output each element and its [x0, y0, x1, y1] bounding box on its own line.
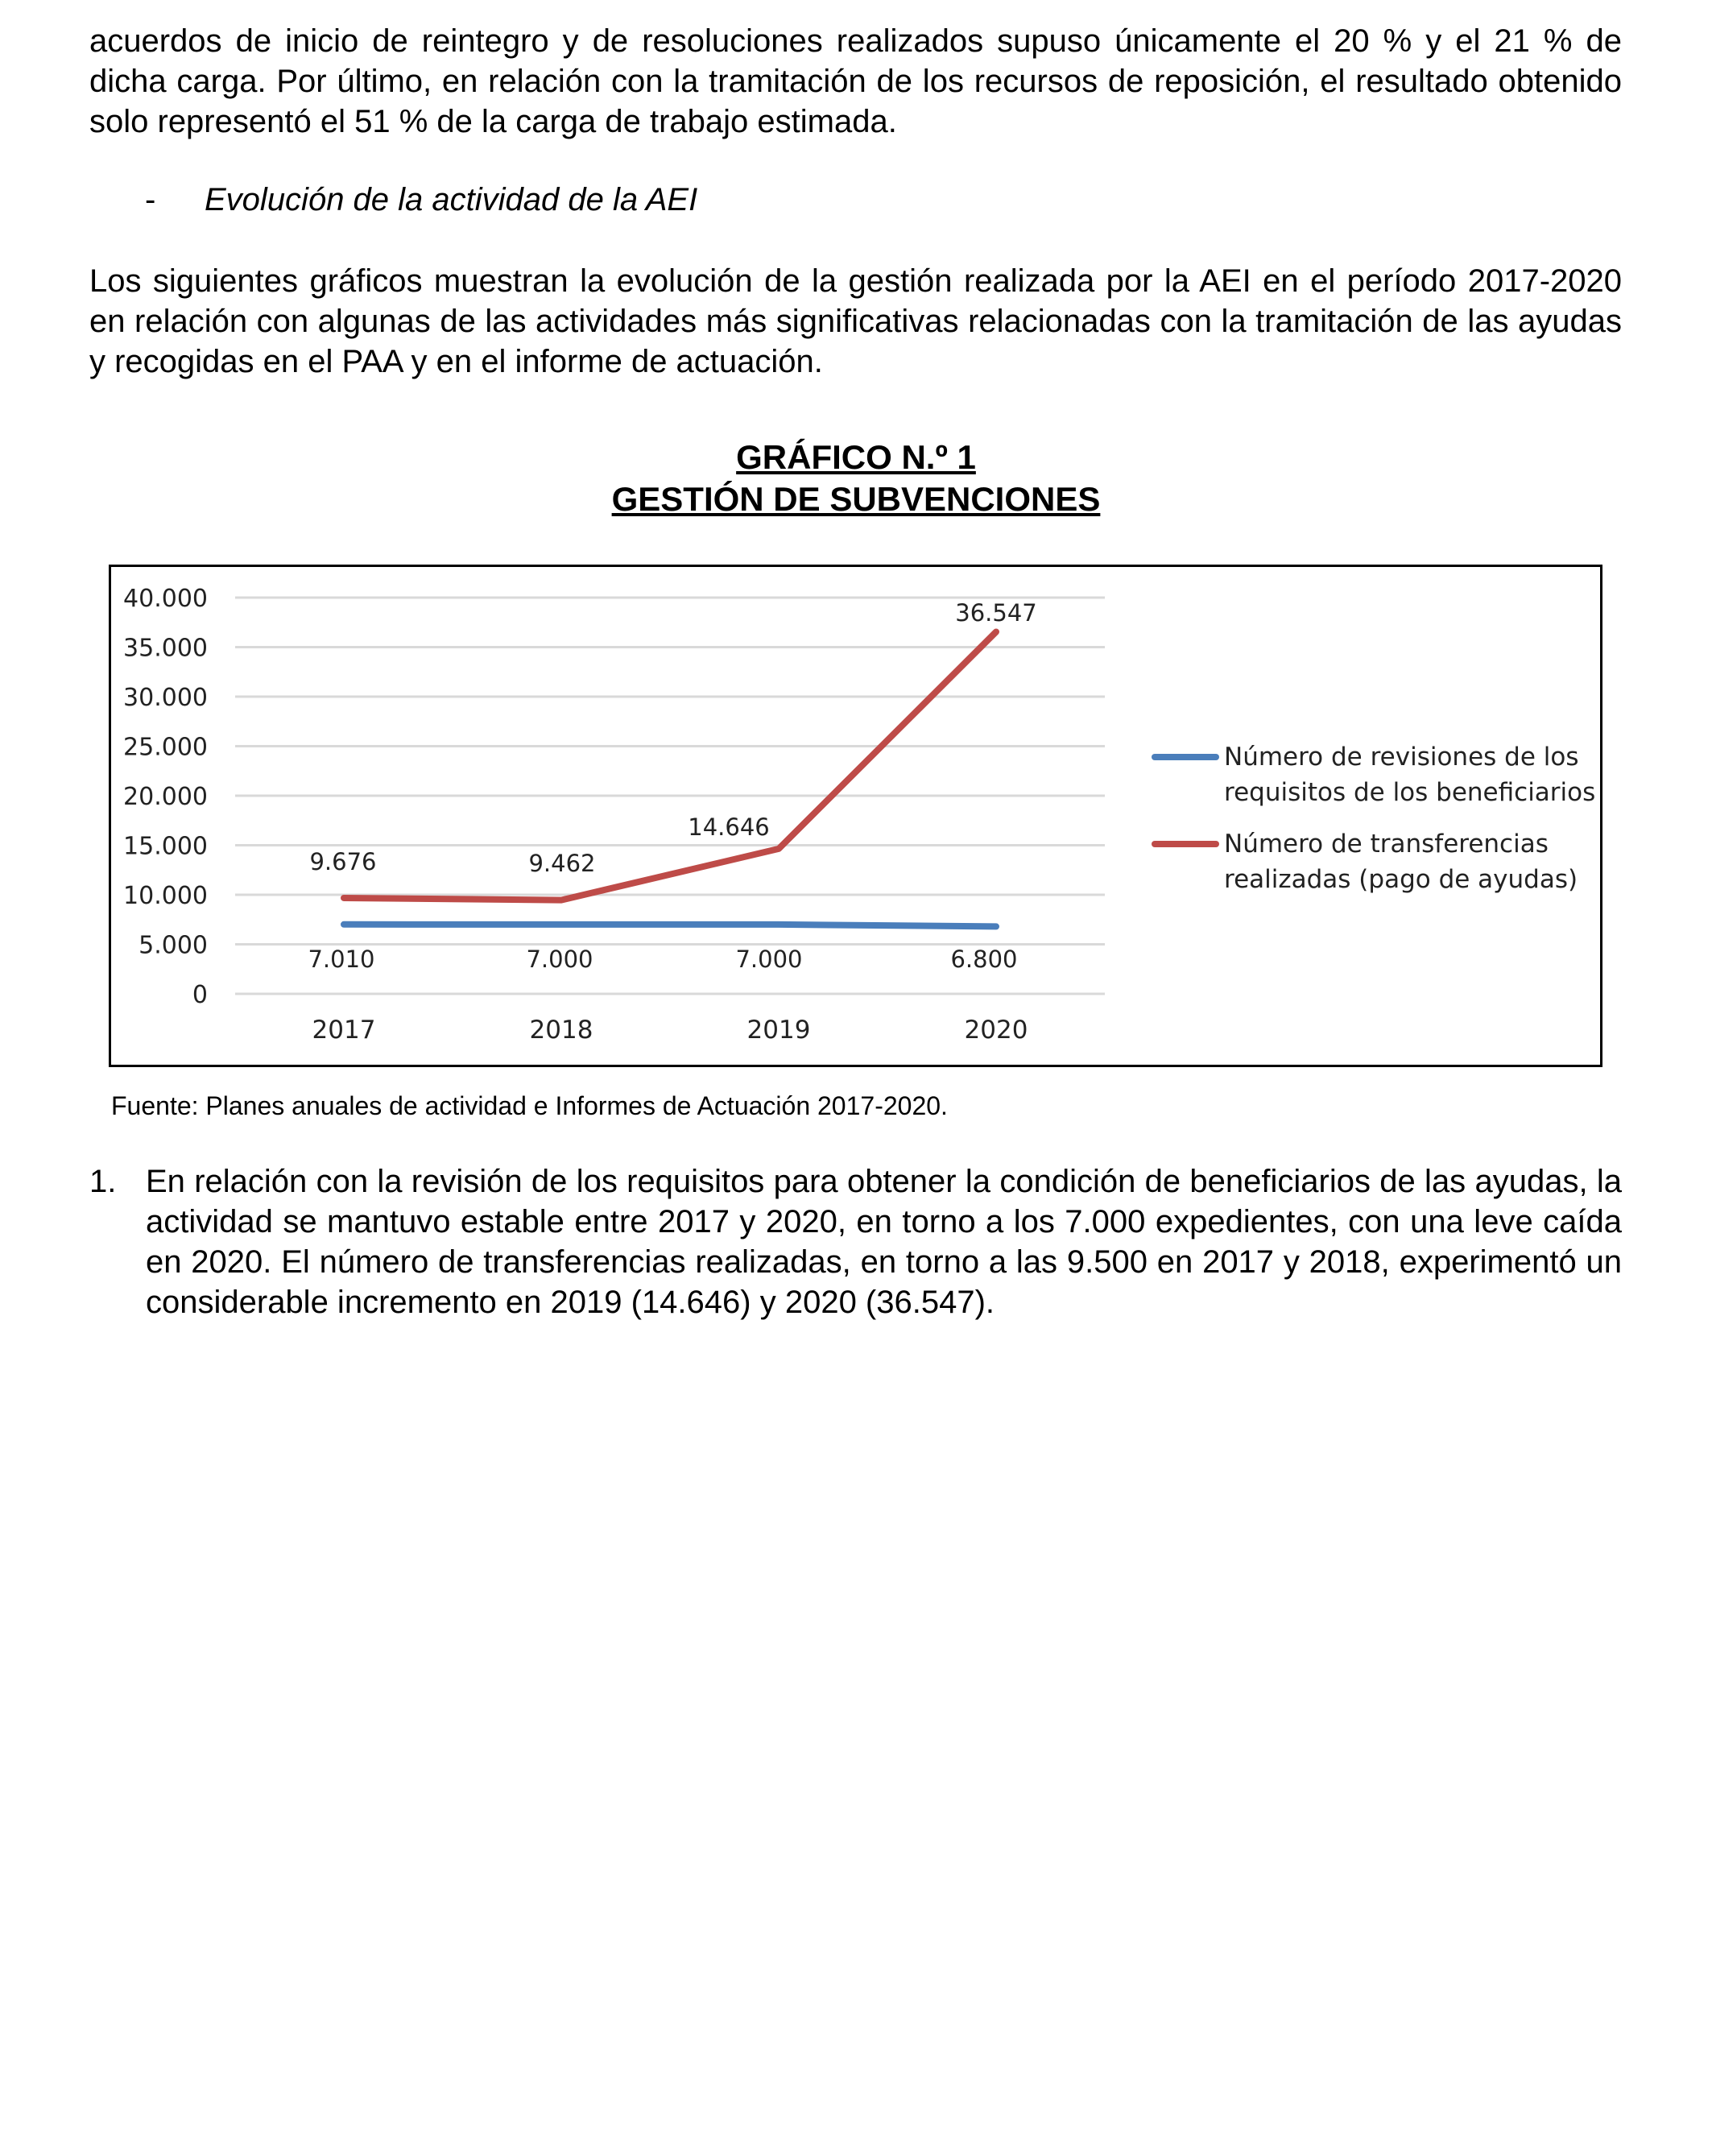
data-label: 14.646: [688, 813, 770, 841]
data-label: 7.000: [526, 946, 593, 973]
data-label: 6.800: [950, 946, 1018, 973]
legend-swatch-transferencias: [1152, 841, 1219, 847]
y-tick-label: 10.000: [123, 882, 208, 910]
data-label: 9.676: [309, 848, 377, 875]
x-tick-label: 2019: [746, 1016, 811, 1045]
y-tick-label: 5.000: [139, 931, 208, 960]
chart-source: Fuente: Planes anuales de actividad e Informes de Actuación 2017-2020.: [111, 1091, 948, 1120]
y-tick-label: 20.000: [123, 783, 208, 811]
legend-label-transferencias: Número de transferencias realizadas (pago de ayudas): [1224, 830, 1578, 894]
x-tick-label: 2017: [312, 1016, 376, 1045]
subheading-dash: -: [145, 182, 156, 217]
x-tick-label: 2018: [529, 1016, 593, 1045]
data-label: 7.000: [735, 946, 803, 973]
data-label: 7.010: [308, 946, 375, 973]
series-line-transferencias: [344, 632, 996, 900]
paragraph-charts-intro: Los siguientes gráficos muestran la evolución de la gestión realizada por la AEI en el período 2017-2020 en relación con algunas de las actividades más significativas relacionadas con la tramitación de las ayudas y recogidas en el PAA y en el informe de actuación.: [89, 263, 1622, 379]
list-item-number: 1.: [89, 1164, 117, 1199]
legend-swatch-revisiones: [1152, 754, 1219, 760]
chart-legend: [1152, 739, 1602, 913]
y-tick-label: 0: [192, 981, 208, 1009]
y-tick-label: 25.000: [123, 733, 208, 762]
numbered-list: [89, 1161, 1622, 1322]
subheading-text: Evolución de la actividad de la AEI: [205, 182, 698, 217]
legend-label-revisiones: Número de revisiones de los requisitos de los beneficiarios: [1224, 743, 1596, 807]
data-label: 9.462: [528, 850, 596, 877]
chart-title-line2: GESTIÓN DE SUBVENCIONES: [611, 480, 1101, 518]
data-label: 36.547: [955, 599, 1037, 627]
y-tick-label: 30.000: [123, 684, 208, 712]
y-tick-label: 40.000: [123, 585, 208, 613]
legend-item-transferencias: [1152, 826, 1602, 897]
x-tick-label: 2020: [964, 1016, 1028, 1045]
paragraph-intro: acuerdos de inicio de reintegro y de resoluciones realizados supuso únicamente el 20 % y el 21 % de dicha carga. Por último, en relación con la tramitación de los recursos de reposición, el resultado obtenido solo representó el 51 % de la carga de trabajo estimada.: [89, 23, 1622, 139]
y-tick-label: 35.000: [123, 634, 208, 663]
chart-title-line1: GRÁFICO N.º 1: [736, 438, 976, 476]
list-item-text: En relación con la revisión de los requisitos para obtener la condición de beneficiarios de las ayudas, la actividad se mantuvo estable entre 2017 y 2020, en torno a los 7.000 expedientes, con una leve caída en 2020. El número de transferencias realizadas, en torno a las 9.500 en 2017 y 2018, experimentó un considerable incremento en 2019 (14.646) y 2020 (36.547).: [146, 1164, 1622, 1320]
y-tick-label: 15.000: [123, 832, 208, 861]
legend-item-revisiones: [1152, 739, 1602, 810]
series-line-revisiones: [344, 925, 996, 927]
